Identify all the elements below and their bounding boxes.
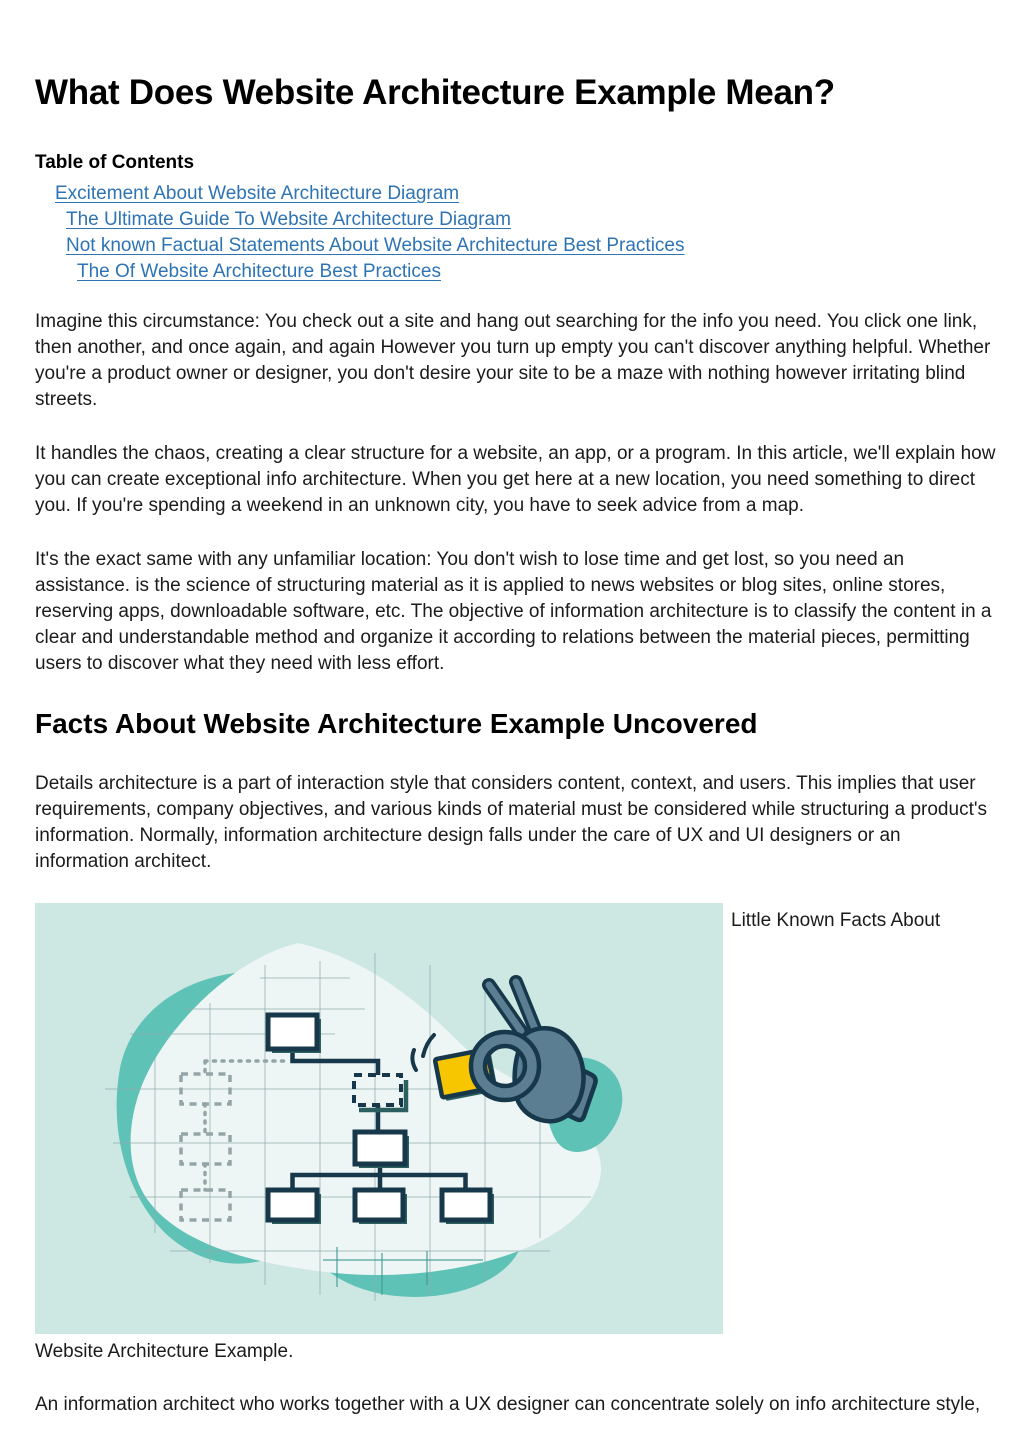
paragraph-details-architecture: Details architecture is a part of interaction style that considers content, context, and users. This implies that user requirements, company objectives, and various kinds of material must be considered while structuring a product's information. Normally, information architecture design falls under the care of UX and UI designers or an information architect. [35, 772, 987, 872]
top-node-box [268, 1015, 317, 1049]
middle-node-box [355, 1132, 405, 1164]
toc-link-ultimate-guide-website-architecture-diagram[interactable]: The Ultimate Guide To Website Architecture Diagram [66, 209, 511, 231]
section-heading: Facts About Website Architecture Example Uncovered [35, 708, 758, 740]
figure-row [35, 903, 996, 1334]
image-side-text: Little Known Facts About [731, 909, 941, 931]
bottom-left-node-box [268, 1190, 317, 1220]
toc-heading: Table of Contents [35, 152, 195, 174]
image-caption: Website Architecture Example. [35, 1340, 294, 1362]
bottom-center-node-box [355, 1190, 403, 1220]
website-architecture-illustration [35, 903, 723, 1334]
bottom-right-node-box [442, 1190, 490, 1220]
toc-link-excitement-about-website-architecture-diagram[interactable]: Excitement About Website Architecture Diagram [55, 183, 460, 205]
page-title: What Does Website Architecture Example Mean? [35, 73, 835, 112]
toc-link-not-known-factual-statements[interactable]: Not known Factual Statements About Website Architecture Best Practices [66, 235, 685, 257]
closing-paragraph: An information architect who works together with a UX designer can concentrate solely on info architecture style, [35, 1393, 981, 1415]
paragraph-intro: Imagine this circumstance: You check out a site and hang out searching for the info you need. You click one link, then another, and once again, and again However you turn up empty you can't discover anything helpful. Whether you're a product owner or designer, you don't desire your site to be a maze with nothing however irritating blind streets. [35, 311, 991, 411]
table-of-contents [35, 152, 996, 285]
paragraph-chaos: It handles the chaos, creating a clear structure for a website, an app, or a program. In this article, we'll explain how you can create exceptional info architecture. When you get here at a new location, you need something to direct you. If you're spending a weekend in an unknown city, you have to seek advice from a map. [35, 443, 996, 517]
toc-link-the-of-website-architecture-best-practices[interactable]: The Of Website Architecture Best Practices [77, 261, 441, 283]
paragraph-unfamiliar-location: It's the exact same with any unfamiliar location: You don't wish to lose time and get lost, so you need an assistance. is the science of structuring material as it is applied to news websites or blog sites, online stores, reserving apps, downloadable software, etc. The objective of information architecture is to classify the content in a clear and understandable method and organize it according to relations between the material pieces, permitting users to discover what they need with less effort. [35, 549, 992, 675]
illustration-svg [35, 903, 723, 1334]
